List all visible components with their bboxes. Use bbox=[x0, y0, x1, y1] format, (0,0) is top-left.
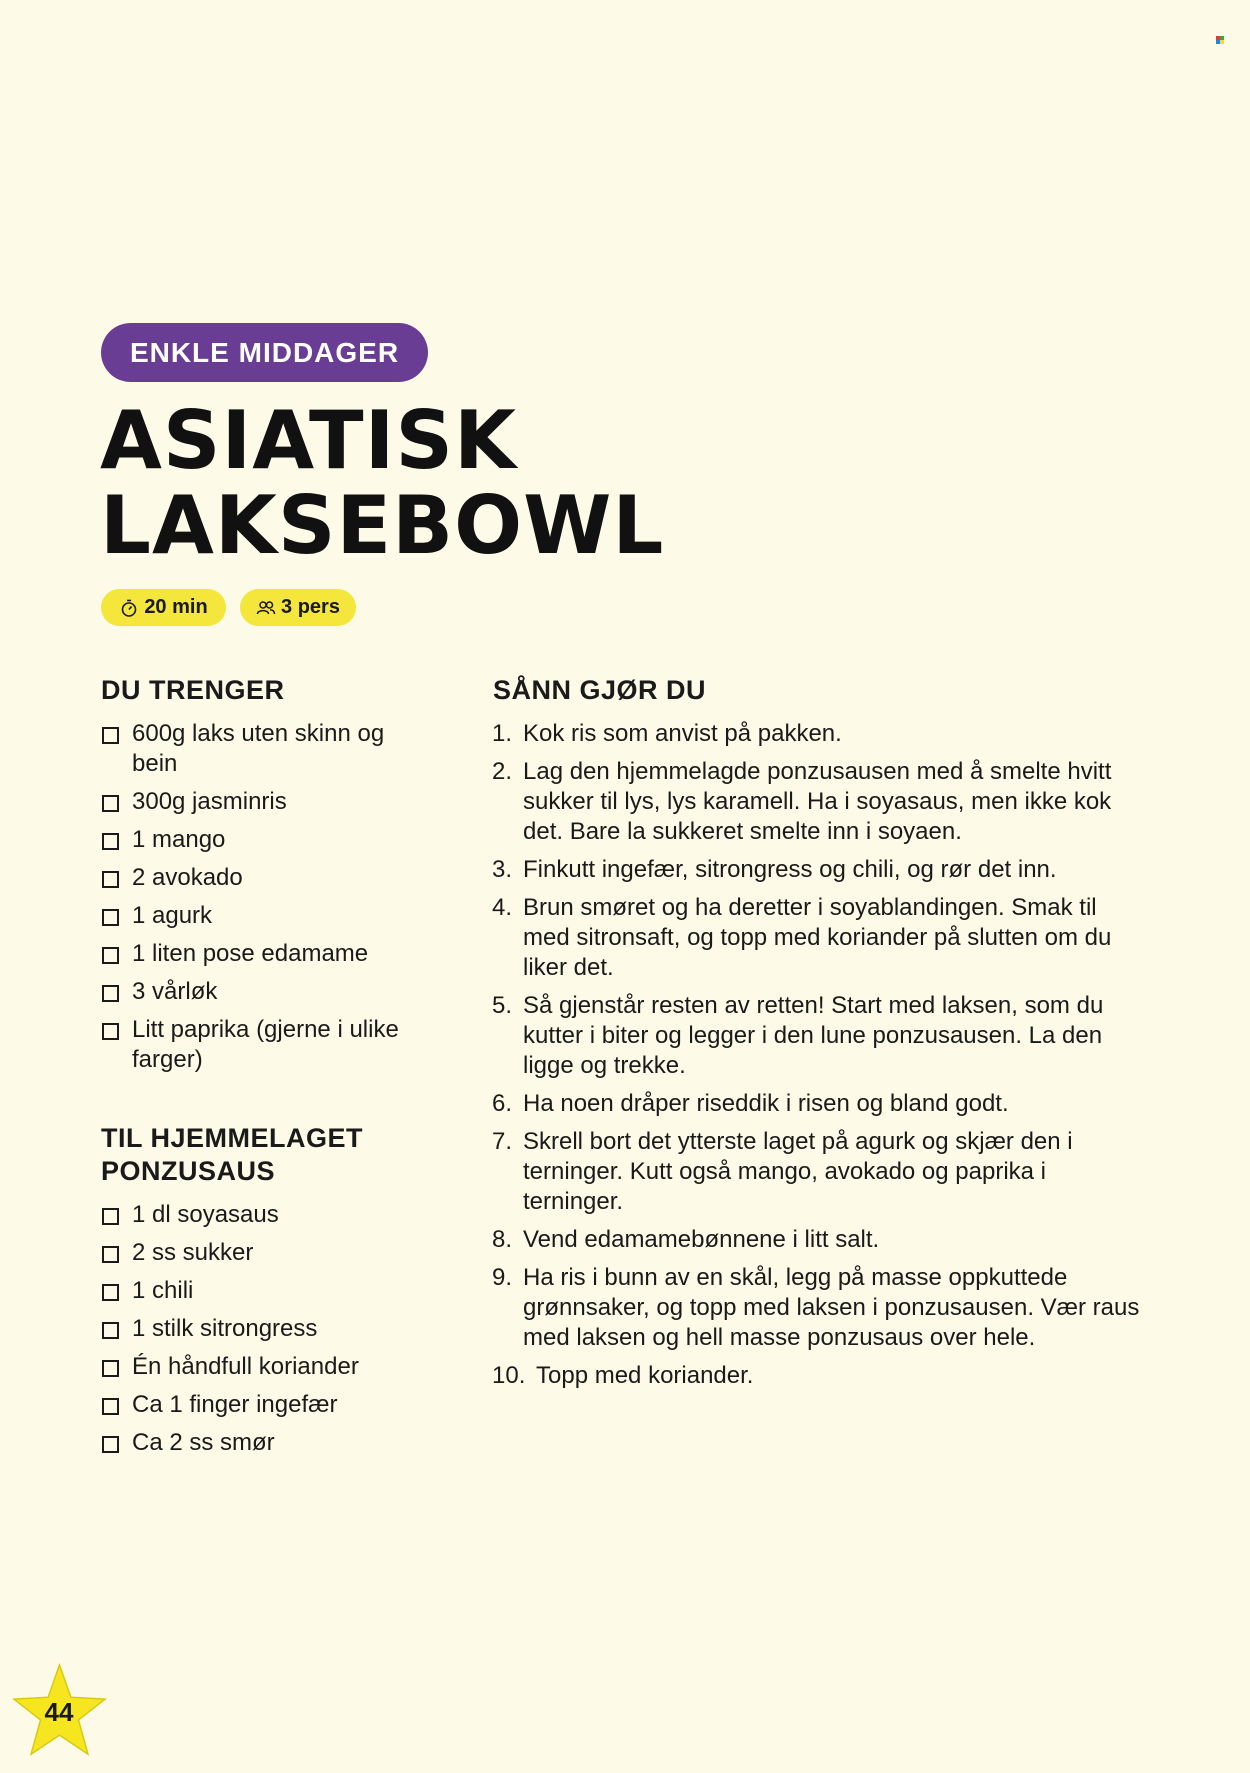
stopwatch-icon bbox=[119, 598, 139, 618]
checkbox[interactable] bbox=[102, 1360, 119, 1377]
step-number: 7. bbox=[492, 1128, 513, 1155]
ingredient-item[interactable] bbox=[100, 719, 400, 779]
step-number: 3. bbox=[492, 856, 513, 883]
ingredient-label: 300g jasminris bbox=[132, 788, 287, 815]
people-icon bbox=[256, 598, 276, 618]
step-text: Ha noen dråper riseddik i risen og bland godt. bbox=[523, 1090, 1009, 1117]
checkbox[interactable] bbox=[102, 833, 119, 850]
step-item bbox=[492, 991, 1142, 1081]
step-item bbox=[492, 719, 1142, 749]
ingredient-label: 1 stilk sitrongress bbox=[132, 1315, 318, 1342]
step-number: 5. bbox=[492, 992, 513, 1019]
checkbox[interactable] bbox=[102, 1436, 119, 1453]
step-item bbox=[492, 1225, 1142, 1255]
category-badge: ENKLE MIDDAGER bbox=[101, 323, 428, 382]
sauce-ingredient-item[interactable] bbox=[100, 1200, 400, 1230]
ingredient-label: 600g laks uten skinn og bein bbox=[132, 720, 385, 777]
step-item bbox=[492, 1127, 1142, 1217]
step-item bbox=[492, 893, 1142, 983]
checkbox[interactable] bbox=[102, 1398, 119, 1415]
ingredient-label: 1 dl soyasaus bbox=[132, 1201, 279, 1228]
ingredient-label: Litt paprika (gjerne i ulike farger) bbox=[132, 1016, 399, 1073]
corner-color-mark bbox=[1216, 36, 1224, 44]
method-steps bbox=[492, 719, 1142, 1399]
step-text: Topp med koriander. bbox=[536, 1362, 754, 1389]
step-text: Lag den hjemmelagde ponzusausen med å smelte hvitt sukker til lys, lys karamell. Ha i soyasaus, men ikke kok det. Bare la sukkeret smelte inn i soyaen. bbox=[523, 758, 1112, 845]
ingredient-item[interactable] bbox=[100, 863, 400, 893]
ingredient-label: 1 mango bbox=[132, 826, 226, 853]
step-text: Finkutt ingefær, sitrongress og chili, og rør det inn. bbox=[523, 856, 1057, 883]
ingredient-label: Ca 2 ss smør bbox=[132, 1429, 275, 1456]
ingredients-list bbox=[100, 719, 400, 1083]
ingredient-label: 2 ss sukker bbox=[132, 1239, 254, 1266]
step-text: Skrell bort det ytterste laget på agurk og skjær den i terninger. Kutt også mango, avokado og paprika i terninger. bbox=[523, 1128, 1073, 1215]
step-item bbox=[492, 1361, 1142, 1391]
checkbox[interactable] bbox=[102, 909, 119, 926]
step-text: Ha ris i bunn av en skål, legg på masse oppkuttede grønnsaker, og topp med laksen i ponzusausen. Vær raus med laksen og hell masse ponzusaus over hele. bbox=[523, 1264, 1140, 1351]
method-heading: SÅNN GJØR DU bbox=[493, 675, 707, 705]
checkbox[interactable] bbox=[102, 795, 119, 812]
ingredient-label: 1 liten pose edamame bbox=[132, 940, 369, 967]
checkbox[interactable] bbox=[102, 1246, 119, 1263]
step-text: Så gjenstår resten av retten! Start med laksen, som du kutter i biter og legger i den lune ponzusausen. La den ligge og trekke. bbox=[523, 992, 1104, 1079]
recipe-title-line-2: LAKSEBOWL bbox=[100, 479, 665, 572]
sauce-heading-line-1: TIL HJEMMELAGET bbox=[101, 1123, 364, 1153]
ingredient-label: 3 vårløk bbox=[132, 978, 218, 1005]
step-number: 9. bbox=[492, 1264, 513, 1291]
checkbox[interactable] bbox=[102, 1322, 119, 1339]
step-number: 8. bbox=[492, 1226, 513, 1253]
ingredient-item[interactable] bbox=[100, 1015, 400, 1075]
sauce-ingredient-item[interactable] bbox=[100, 1276, 400, 1306]
step-item bbox=[492, 757, 1142, 847]
sauce-heading bbox=[101, 1122, 363, 1188]
step-item bbox=[492, 1263, 1142, 1353]
sauce-ingredient-item[interactable] bbox=[100, 1428, 400, 1458]
ingredient-item[interactable] bbox=[100, 787, 400, 817]
recipe-title-line-1: ASIATISK bbox=[100, 394, 517, 487]
ingredient-label: Én håndfull koriander bbox=[132, 1353, 359, 1380]
step-text: Brun smøret og ha deretter i soyablandingen. Smak til med sitronsaft, og topp med koriander på slutten om du liker det. bbox=[523, 894, 1112, 981]
ingredient-item[interactable] bbox=[100, 939, 400, 969]
ingredient-label: Ca 1 finger ingefær bbox=[132, 1391, 338, 1418]
step-number: 10. bbox=[492, 1362, 526, 1389]
checkbox[interactable] bbox=[102, 871, 119, 888]
checkbox[interactable] bbox=[102, 1023, 119, 1040]
step-number: 4. bbox=[492, 894, 513, 921]
sauce-ingredient-item[interactable] bbox=[100, 1314, 400, 1344]
checkbox[interactable] bbox=[102, 947, 119, 964]
step-text: Kok ris som anvist på pakken. bbox=[523, 720, 842, 747]
checkbox[interactable] bbox=[102, 1208, 119, 1225]
sauce-ingredient-item[interactable] bbox=[100, 1238, 400, 1268]
sauce-heading-line-2: PONZUSAUS bbox=[101, 1156, 276, 1186]
step-number: 6. bbox=[492, 1090, 513, 1117]
time-tag bbox=[101, 589, 226, 626]
time-value: 20 min bbox=[144, 596, 208, 618]
step-item bbox=[492, 855, 1142, 885]
step-item bbox=[492, 1089, 1142, 1119]
sauce-ingredients-list bbox=[100, 1200, 400, 1466]
ingredient-label: 1 agurk bbox=[132, 902, 213, 929]
checkbox[interactable] bbox=[102, 985, 119, 1002]
sauce-ingredient-item[interactable] bbox=[100, 1390, 400, 1420]
ingredients-heading: DU TRENGER bbox=[101, 675, 285, 705]
step-text: Vend edamamebønnene i litt salt. bbox=[523, 1226, 880, 1253]
sauce-ingredient-item[interactable] bbox=[100, 1352, 400, 1382]
step-number: 1. bbox=[492, 720, 513, 747]
page-number: 44 bbox=[44, 1697, 74, 1727]
ingredient-label: 1 chili bbox=[132, 1277, 194, 1304]
checkbox[interactable] bbox=[102, 1284, 119, 1301]
recipe-title bbox=[100, 394, 665, 572]
servings-value: 3 pers bbox=[281, 596, 340, 618]
step-number: 2. bbox=[492, 758, 513, 785]
ingredient-label: 2 avokado bbox=[132, 864, 243, 891]
checkbox[interactable] bbox=[102, 727, 119, 744]
servings-tag bbox=[240, 589, 356, 626]
ingredient-item[interactable] bbox=[100, 977, 400, 1007]
ingredient-item[interactable] bbox=[100, 901, 400, 931]
ingredient-item[interactable] bbox=[100, 825, 400, 855]
